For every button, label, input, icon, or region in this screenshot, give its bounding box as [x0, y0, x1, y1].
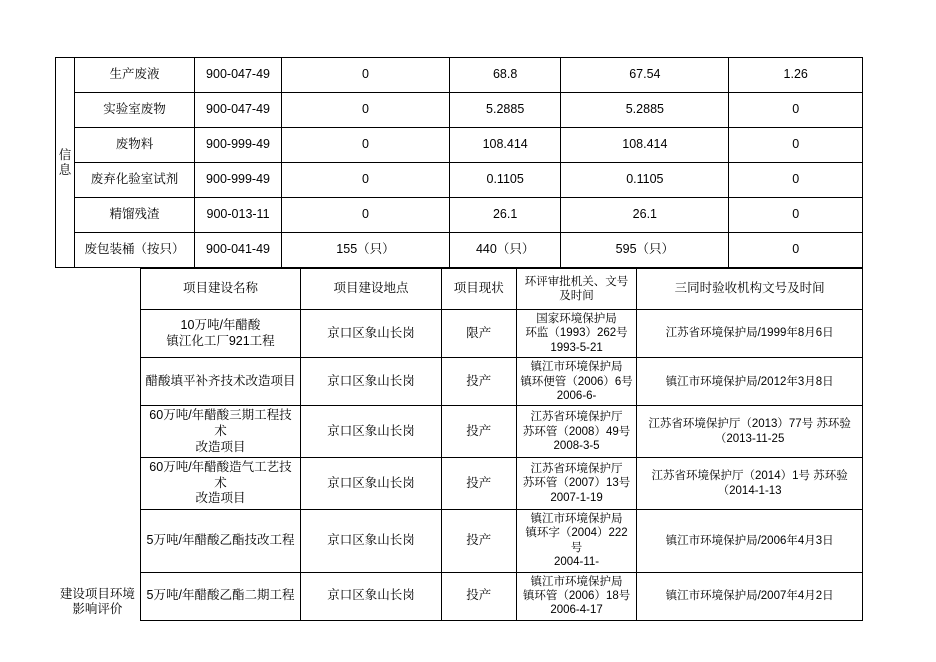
project-name: 5万吨/年醋酸乙酯技改工程	[140, 510, 300, 573]
waste-value-2: 0.1105	[450, 163, 561, 198]
table-row	[55, 510, 863, 573]
waste-name: 实验室废物	[74, 93, 194, 128]
waste-value-2: 26.1	[450, 198, 561, 233]
waste-value-3: 5.2885	[561, 93, 729, 128]
table-row	[55, 358, 863, 406]
waste-name: 生产废液	[74, 58, 194, 93]
project-location: 京口区象山长岗	[301, 406, 441, 458]
waste-value-2: 5.2885	[450, 93, 561, 128]
project-acceptance: 江苏省环境保护厅（2013）77号 苏环验（2013-11-25	[637, 406, 863, 458]
waste-value-4: 0	[729, 93, 863, 128]
header-project-name: 项目建设名称	[140, 269, 300, 310]
project-status: 投产	[441, 510, 516, 573]
waste-value-1: 0	[281, 163, 449, 198]
project-acceptance: 镇江市环境保护局/2012年3月8日	[637, 358, 863, 406]
waste-value-3: 67.54	[561, 58, 729, 93]
waste-code: 900-013-11	[195, 198, 282, 233]
project-status: 投产	[441, 572, 516, 620]
project-location: 京口区象山长岗	[301, 572, 441, 620]
waste-value-4: 0	[729, 163, 863, 198]
table-row	[55, 458, 863, 510]
project-approval: 镇江市环境保护局 镇环便管（2006）6号 2006-6-	[516, 358, 636, 406]
waste-value-3: 26.1	[561, 198, 729, 233]
waste-name: 精馏残渣	[74, 198, 194, 233]
project-side-label: 建设项目环境影响评价	[59, 587, 135, 617]
table-row	[56, 58, 863, 93]
table-row	[55, 406, 863, 458]
waste-value-1: 0	[281, 128, 449, 163]
waste-value-3: 595（只）	[561, 233, 729, 268]
project-name: 10万吨/年醋酸 镇江化工厂921工程	[140, 310, 300, 358]
table-row	[56, 128, 863, 163]
project-status: 投产	[441, 406, 516, 458]
header-project-status: 项目现状	[441, 269, 516, 310]
project-status: 限产	[441, 310, 516, 358]
project-approval: 国家环境保护局 环监（1993）262号 1993-5-21	[516, 310, 636, 358]
waste-value-2: 108.414	[450, 128, 561, 163]
header-approval: 环评审批机关、文号及时间	[516, 269, 636, 310]
project-acceptance: 江苏省环境保护局/1999年8月6日	[637, 310, 863, 358]
project-approval: 江苏省环境保护厅 苏环管（2008）49号 2008-3-5	[516, 406, 636, 458]
project-name: 醋酸填平补齐技术改造项目	[140, 358, 300, 406]
project-acceptance: 镇江市环境保护局/2007年4月2日	[637, 572, 863, 620]
project-location: 京口区象山长岗	[301, 358, 441, 406]
table-row	[56, 233, 863, 268]
waste-value-3: 0.1105	[561, 163, 729, 198]
project-eia-body	[55, 269, 863, 621]
waste-value-4: 0	[729, 233, 863, 268]
waste-name: 废包装桶（按只）	[74, 233, 194, 268]
project-approval: 镇江市环境保护局 镇环字（2004）222号 2004-11-	[516, 510, 636, 573]
table-row	[56, 163, 863, 198]
table-row	[55, 310, 863, 358]
project-acceptance: 镇江市环境保护局/2006年4月3日	[637, 510, 863, 573]
waste-name: 废弃化验室试剂	[74, 163, 194, 198]
waste-value-1: 0	[281, 93, 449, 128]
waste-value-2: 68.8	[450, 58, 561, 93]
waste-table-body	[56, 58, 863, 268]
waste-value-2: 440（只）	[450, 233, 561, 268]
project-eia-table	[55, 268, 863, 621]
project-name: 60万吨/年醋酸造气工艺技术 改造项目	[140, 458, 300, 510]
waste-value-4: 0	[729, 128, 863, 163]
waste-value-1: 0	[281, 58, 449, 93]
project-approval: 镇江市环境保护局 镇环管（2006）18号 2006-4-17	[516, 572, 636, 620]
waste-code: 900-041-49	[195, 233, 282, 268]
project-status: 投产	[441, 358, 516, 406]
waste-code: 900-999-49	[195, 128, 282, 163]
header-project-location: 项目建设地点	[301, 269, 441, 310]
table-header-row	[55, 269, 863, 310]
header-acceptance: 三同时验收机构文号及时间	[637, 269, 863, 310]
waste-value-4: 0	[729, 198, 863, 233]
project-location: 京口区象山长岗	[301, 310, 441, 358]
waste-value-1: 0	[281, 198, 449, 233]
waste-code: 900-999-49	[195, 163, 282, 198]
project-name: 5万吨/年醋酸乙酯二期工程	[140, 572, 300, 620]
waste-name: 废物料	[74, 128, 194, 163]
waste-value-4: 1.26	[729, 58, 863, 93]
project-location: 京口区象山长岗	[301, 510, 441, 573]
project-status: 投产	[441, 458, 516, 510]
row-group-label: 信 息	[56, 58, 75, 268]
project-approval: 江苏省环境保护厅 苏环管（2007）13号 2007-1-19	[516, 458, 636, 510]
spreadsheet-sheet	[55, 57, 863, 621]
table-row	[56, 198, 863, 233]
project-name: 60万吨/年醋酸三期工程技术 改造项目	[140, 406, 300, 458]
waste-value-3: 108.414	[561, 128, 729, 163]
table-row	[56, 93, 863, 128]
waste-value-1: 155（只）	[281, 233, 449, 268]
waste-code: 900-047-49	[195, 58, 282, 93]
project-acceptance: 江苏省环境保护厅（2014）1号 苏环验（2014-1-13	[637, 458, 863, 510]
waste-table	[55, 57, 863, 268]
project-location: 京口区象山长岗	[301, 458, 441, 510]
table-row	[55, 572, 863, 620]
waste-code: 900-047-49	[195, 93, 282, 128]
